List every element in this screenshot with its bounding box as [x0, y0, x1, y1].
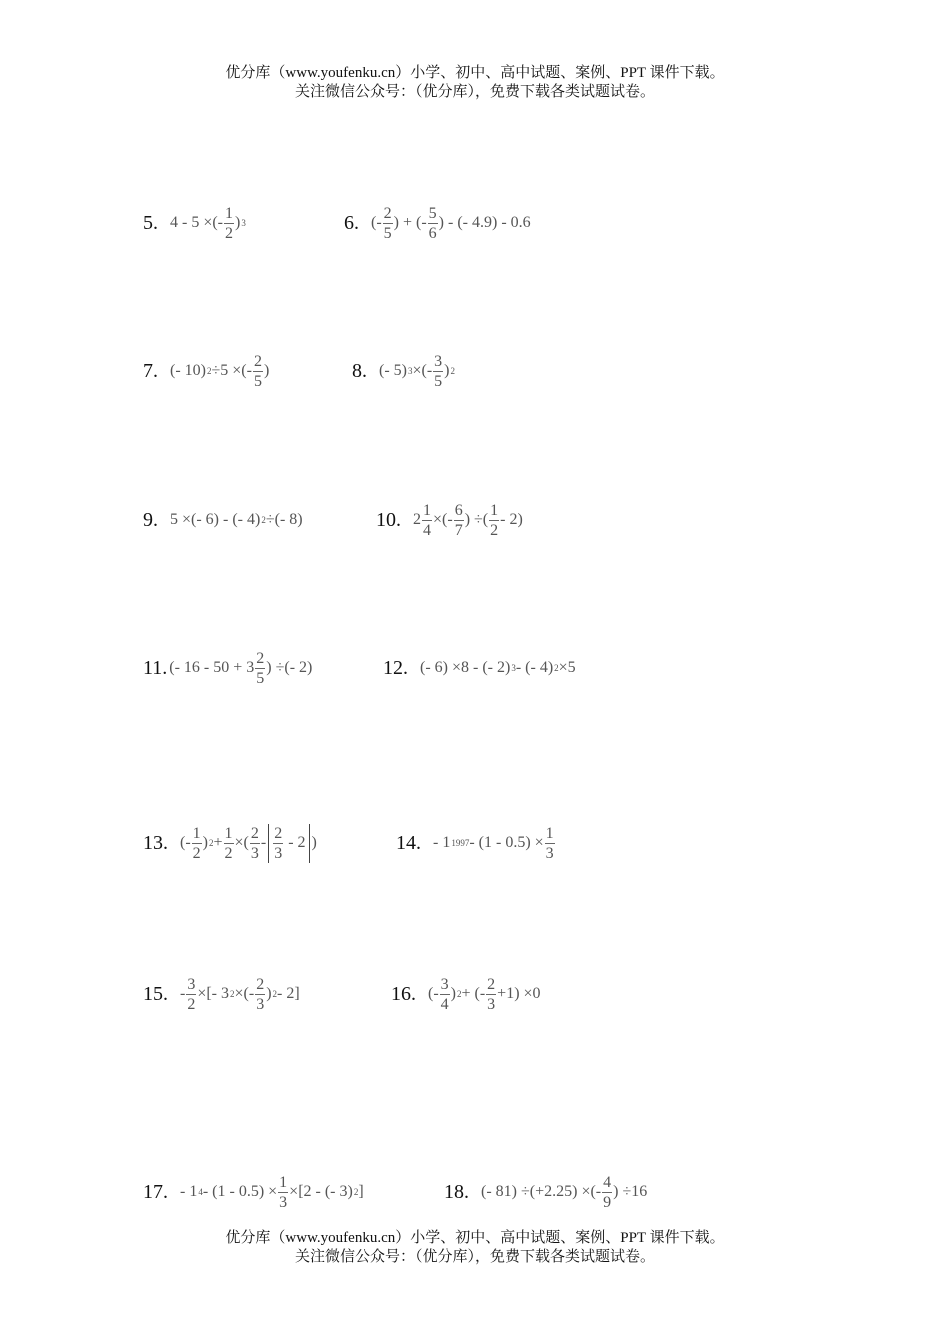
problem-6 [344, 193, 531, 253]
problem-11 [143, 638, 312, 698]
numerator: 2 [253, 352, 262, 370]
problem-number: 6. [344, 211, 359, 234]
expr-text: + [213, 834, 223, 851]
expr-text: ) ÷( [464, 511, 489, 528]
problem-number: 11. [143, 656, 168, 679]
expr-text: (- 6) ×8 - (- 2) [420, 659, 511, 676]
fraction [186, 975, 196, 1014]
numerator: 1 [279, 1173, 288, 1191]
problem-16 [391, 964, 541, 1024]
numerator: 5 [428, 204, 437, 222]
denominator: 5 [253, 372, 262, 390]
expr-text: - 2] [277, 985, 300, 1002]
fraction [383, 204, 393, 243]
expr-text: ÷(- 8) [265, 511, 303, 528]
problem-8 [352, 341, 455, 401]
problem-number: 12. [383, 656, 408, 679]
expr-text: ×(- [412, 362, 433, 379]
denominator: 3 [279, 1193, 288, 1211]
numerator: 3 [187, 975, 196, 993]
problem-number: 13. [143, 831, 168, 854]
denominator: 6 [428, 224, 437, 242]
problem-number: 16. [391, 982, 416, 1005]
page-footer [0, 1229, 950, 1267]
expr-text: ×(- [433, 511, 453, 528]
exponent: 2 [208, 838, 214, 848]
problem-10 [376, 490, 523, 550]
fraction [192, 824, 202, 863]
expr-text: ×5 [558, 659, 576, 676]
expr-text: ) ÷(- 2) [266, 659, 313, 676]
problem-number: 18. [444, 1180, 469, 1203]
expr-text: ) [263, 362, 270, 379]
denominator: 2 [490, 521, 499, 539]
denominator: 2 [192, 844, 201, 862]
numerator: 2 [250, 824, 259, 842]
fraction [250, 824, 260, 863]
numerator: 2 [274, 824, 283, 842]
numerator: 4 [603, 1173, 612, 1191]
denominator: 5 [256, 669, 265, 687]
fraction [224, 824, 234, 863]
numerator: 1 [224, 824, 233, 842]
numerator: 1 [423, 501, 431, 519]
expression [180, 975, 300, 1014]
header-line-2: 关注微信公众号：（优分库），免费下载各类试题试卷。 [294, 84, 655, 100]
absolute-value [268, 824, 309, 863]
expr-text: + (- [461, 985, 486, 1002]
expr-text: - (- 4) [515, 659, 554, 676]
exponent: 2 [206, 366, 212, 376]
fraction [545, 824, 555, 863]
exponent: 2 [261, 515, 266, 525]
expr-text: ) - (- 4.9) - 0.6 [438, 214, 531, 231]
numerator: 2 [487, 975, 496, 993]
fraction [224, 204, 234, 243]
denominator: 7 [454, 521, 463, 539]
expr-text: ) ÷16 [613, 1183, 648, 1200]
expr-text: (- 5) [379, 362, 407, 379]
denominator: 2 [225, 224, 234, 242]
expr-text: (- 16 - 50 + 3 [169, 659, 255, 676]
denominator: 3 [274, 844, 283, 862]
expr-text: ) [266, 985, 272, 1002]
exponent: 2 [230, 989, 235, 999]
expression [428, 975, 541, 1014]
denominator: 3 [250, 844, 259, 862]
expr-text: ) [311, 834, 317, 851]
numerator: 1 [225, 204, 234, 222]
expr-text: ×(- [234, 985, 255, 1002]
problem-number: 7. [143, 359, 158, 382]
problem-number: 9. [143, 508, 158, 531]
denominator: 5 [383, 224, 392, 242]
footer-line-2: 关注微信公众号：（优分库），免费下载各类试题试卷。 [294, 1249, 655, 1265]
expression [420, 659, 576, 677]
exponent: 3 [241, 218, 246, 228]
fraction [454, 501, 464, 540]
expression [170, 511, 303, 529]
expression [433, 824, 556, 863]
expr-text: (- [180, 834, 191, 851]
expr-text: ) + (- [393, 214, 427, 231]
problem-17 [143, 1162, 364, 1222]
expr-text: (- [428, 985, 439, 1002]
expression [413, 501, 523, 540]
expr-text: - (1 - 0.5) × [202, 1183, 278, 1200]
numerator: 2 [383, 204, 392, 222]
numerator: 2 [256, 649, 265, 667]
denominator: 3 [545, 844, 554, 862]
expr-text: (- 10) [170, 362, 206, 379]
problem-12 [383, 638, 576, 698]
expr-text: (- 81) ÷(+2.25) ×(- [481, 1183, 602, 1200]
expr-text: +1) ×0 [497, 985, 541, 1002]
expression [170, 352, 269, 391]
denominator: 4 [440, 995, 449, 1013]
exponent: 4 [198, 1187, 203, 1197]
problem-number: 15. [143, 982, 168, 1005]
problem-14 [396, 813, 556, 873]
expr-text: ×[2 - (- 3) [289, 1183, 353, 1200]
problem-15 [143, 964, 300, 1024]
expr-text: - [180, 985, 186, 1002]
numerator: 1 [545, 824, 554, 842]
exponent: 2 [456, 989, 462, 999]
expression [379, 352, 455, 391]
problem-number: 5. [143, 211, 158, 234]
fraction [278, 1173, 288, 1212]
expr-text: (- [371, 214, 382, 231]
expression [169, 649, 312, 688]
exponent: 2 [353, 1187, 359, 1197]
numerator: 1 [192, 824, 201, 842]
exponent: 2 [554, 663, 559, 673]
problem-number: 10. [376, 508, 401, 531]
problem-7 [143, 341, 269, 401]
numerator: 3 [440, 975, 449, 993]
fraction [255, 975, 265, 1014]
problem-number: 8. [352, 359, 367, 382]
footer-line-1: 优分库（www.youfenku.cn）小学、初中、高中试题、案例、PPT 课件下载。 [225, 1230, 725, 1246]
denominator: 5 [434, 372, 443, 390]
numerator: 2 [256, 975, 265, 993]
expr-text: ×( [234, 834, 249, 851]
fraction [255, 649, 265, 688]
expr-text: - 2) [500, 511, 523, 528]
problem-13 [143, 813, 317, 873]
expr-text: - 1 [433, 834, 451, 851]
denominator: 2 [224, 844, 233, 862]
header-line-1: 优分库（www.youfenku.cn）小学、初中、高中试题、案例、PPT 课件下载。 [225, 65, 725, 81]
denominator: 4 [423, 521, 431, 539]
denominator: 3 [256, 995, 265, 1013]
problem-9 [143, 490, 303, 550]
expr-text: - (1 - 0.5) × [469, 834, 544, 851]
expr-text: 5 ×(- 6) - (- 4) [170, 511, 261, 528]
expr-text: - 2 [288, 833, 306, 851]
exponent: 2 [272, 989, 278, 999]
problem-18 [444, 1162, 647, 1222]
problem-5 [143, 193, 246, 253]
fraction [273, 824, 283, 863]
fraction [486, 975, 496, 1014]
denominator: 3 [487, 995, 496, 1013]
fraction [433, 352, 443, 391]
denominator: 9 [603, 1193, 612, 1211]
expression [180, 1173, 364, 1212]
fraction [422, 501, 432, 540]
fraction [489, 501, 499, 540]
fraction [440, 975, 450, 1014]
fraction [602, 1173, 612, 1212]
exponent: 3 [407, 366, 413, 376]
numerator: 6 [454, 501, 463, 519]
expr-text: ) [444, 362, 450, 379]
page-header [0, 64, 950, 102]
fraction [428, 204, 438, 243]
denominator: 2 [187, 995, 196, 1013]
exponent: 3 [511, 663, 516, 673]
expression [481, 1173, 647, 1212]
expression [371, 204, 531, 243]
expr-text: ) [235, 214, 241, 231]
expr-text: ×[- 3 [197, 985, 230, 1002]
problem-number: 14. [396, 831, 421, 854]
expr-text: 2 [413, 511, 421, 528]
numerator: 3 [434, 352, 443, 370]
expression [180, 824, 317, 863]
expr-text: - 1 [180, 1183, 198, 1200]
expression [170, 204, 246, 243]
expr-text: - [260, 834, 267, 851]
numerator: 1 [490, 501, 499, 519]
fraction [253, 352, 263, 391]
expr-text: 4 - 5 ×(- [170, 214, 224, 231]
exponent: 1997 [451, 838, 470, 848]
expr-text: ) [202, 834, 208, 851]
expr-text: ] [358, 1183, 364, 1200]
expr-text: ) [450, 985, 456, 1002]
expr-text: ÷5 ×(- [211, 362, 252, 379]
exponent: 2 [450, 366, 455, 376]
problem-number: 17. [143, 1180, 168, 1203]
